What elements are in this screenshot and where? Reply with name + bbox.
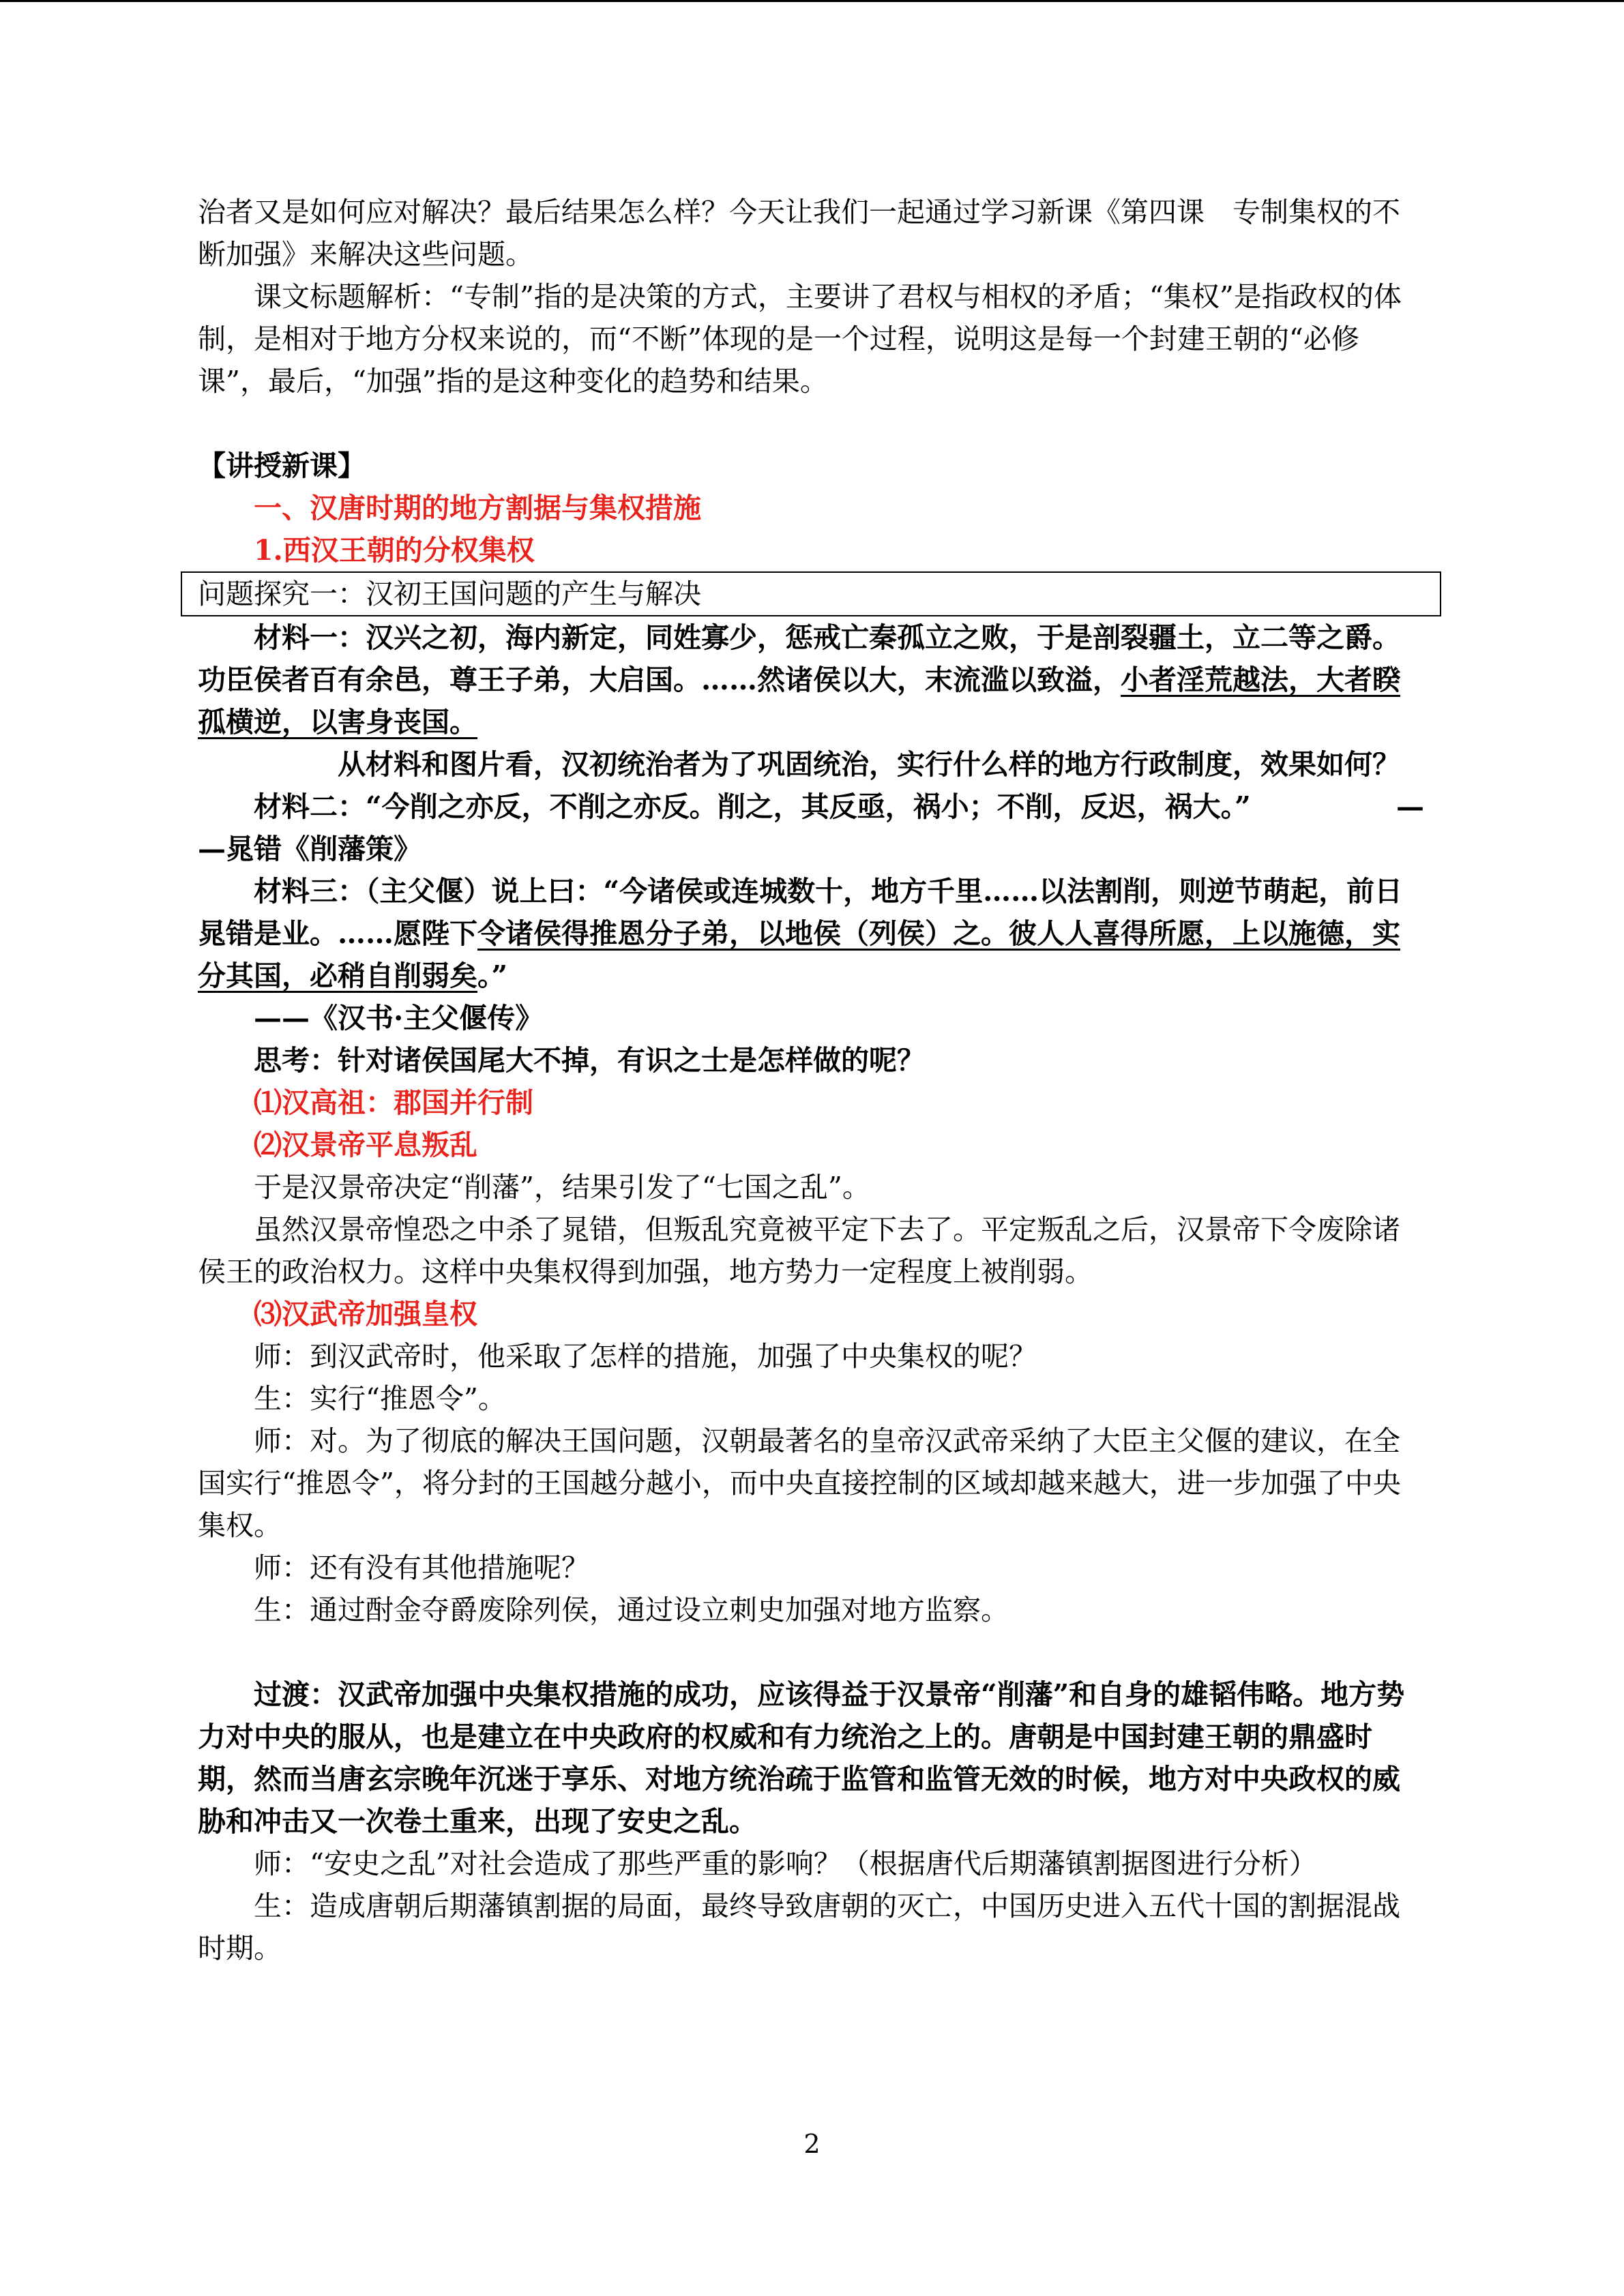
transition-teacher: 师：“安史之乱”对社会造成了那些严重的影响？（根据唐代后期藩镇割据图进行分析） bbox=[254, 1847, 1317, 1880]
material-1-underlined: 小者淫荒越法，大者睽孤横逆，以害身丧国。 bbox=[198, 664, 1400, 739]
material-3 bbox=[198, 870, 1424, 997]
material-1-text: 材料一：汉兴之初，海内新定，同姓寡少，惩戒亡秦孤立之败，于是剖裂疆土，立二等之爵。功臣侯者百有余邑，尊王子弟，大启国。……然诸侯以大，末流滥以致溢， bbox=[198, 621, 1400, 696]
measure-1-heading: ⑴汉高祖：郡国并行制 bbox=[254, 1086, 533, 1119]
heading-1: 一、汉唐时期的地方割据与集权措施 bbox=[254, 492, 701, 524]
spacer bbox=[198, 1631, 1424, 1673]
document-body bbox=[198, 191, 1424, 1969]
page-number: 2 bbox=[803, 2129, 821, 2159]
material-3-end: 。” bbox=[477, 959, 508, 992]
transition-student: 生：造成唐朝后期藩镇割据的局面，最终导致唐朝的灭亡，中国历史进入五代十国的割据混战时期。 bbox=[198, 1890, 1400, 1965]
dialogue-teacher-3: 师：还有没有其他措施呢？ bbox=[254, 1551, 589, 1584]
intro-paragraph-2: 课文标题解析：“专制”指的是决策的方式，主要讲了君权与相权的矛盾；“集权”是指政权的体制，是相对于地方分权来说的，而“不断”体现的是一个过程，说明这是每一个封建王朝的“必修课”，最后，“加强”指的是这种变化的趋势和结果。 bbox=[198, 280, 1402, 398]
measure-2-heading: ⑵汉景帝平息叛乱 bbox=[254, 1129, 477, 1161]
material-1 bbox=[198, 616, 1424, 743]
measure-3-heading: ⑶汉武帝加强皇权 bbox=[254, 1298, 477, 1330]
measure-2-paragraph-1: 于是汉景帝决定“削藩”，结果引发了“七国之乱”。 bbox=[254, 1171, 870, 1204]
top-border-line bbox=[0, 0, 1624, 2]
intro-paragraph-1: 治者又是如何应对解决？最后结果怎么样？今天让我们一起通过学习新课《第四课 专制集权的不断加强》来解决这些问题。 bbox=[198, 196, 1400, 271]
dialogue-teacher-2: 师：对。为了彻底的解决王国问题，汉朝最著名的皇帝汉武帝采纳了大臣主父偃的建议，在全国实行“推恩令”，将分封的王国越分越小，而中央直接控制的区域却越来越大，进一步加强了中央集权。 bbox=[198, 1425, 1401, 1542]
material-3-source: ——《汉书·主父偃传》 bbox=[254, 1002, 544, 1034]
heading-2: 1.西汉王朝的分权集权 bbox=[254, 534, 535, 567]
dialogue-teacher-1: 师：到汉武帝时，他采取了怎样的措施，加强了中央集权的呢？ bbox=[254, 1340, 1037, 1373]
inquiry-box: 问题探究一：汉初王国问题的产生与解决 bbox=[181, 571, 1441, 616]
dialogue-student-1: 生：实行“推恩令”。 bbox=[254, 1382, 506, 1415]
material-2-dash: — bbox=[1396, 790, 1424, 823]
material-2 bbox=[198, 786, 1424, 828]
spacer bbox=[198, 402, 1424, 445]
section-label: 【讲授新课】 bbox=[198, 449, 366, 482]
measure-2-paragraph-2: 虽然汉景帝惶恐之中杀了晁错，但叛乱究竟被平定下去了。平定叛乱之后，汉景帝下令废除诸侯王的政治权力。这样中央集权得到加强，地方势力一定程度上被削弱。 bbox=[198, 1213, 1400, 1288]
transition-paragraph: 过渡：汉武帝加强中央集权措施的成功，应该得益于汉景帝“削藩”和自身的雄韬伟略。地方势力对中央的服从，也是建立在中央政府的权威和有力统治之上的。唐朝是中国封建王朝的鼎盛时期，然而当唐玄宗晚年沉迷于享乐、对地方统治疏于监管和监管无效的时候，地方对中央政权的威胁和冲击又一次卷土重来，出现了安史之乱。 bbox=[198, 1678, 1405, 1838]
material-3-text: 材料三：（主父偃）说上曰：“今诸侯或连城数十，地方千里……以法割削，则逆节萌起，前日晁错是业。……愿陛下 bbox=[198, 875, 1403, 950]
question-text: 从材料和图片看，汉初统治者为了巩固统治，实行什么样的地方行政制度，效果如何？ bbox=[338, 748, 1400, 781]
material-2-text: 材料二：“今削之亦反，不削之亦反。削之，其反亟，祸小；不削，反迟，祸大。” bbox=[254, 790, 1251, 823]
material-2-source: —晁错《削藩策》 bbox=[198, 833, 422, 865]
think-question: 思考：针对诸侯国尾大不掉，有识之士是怎样做的呢？ bbox=[254, 1044, 925, 1077]
dialogue-student-2: 生：通过酎金夺爵废除列侯，通过设立刺史加强对地方监察。 bbox=[254, 1594, 1009, 1626]
material-3-underlined: 令诸侯得推恩分子弟，以地侯（列侯）之。彼人人喜得所愿，上以施德，实分其国，必稍自削弱矣 bbox=[198, 917, 1400, 992]
